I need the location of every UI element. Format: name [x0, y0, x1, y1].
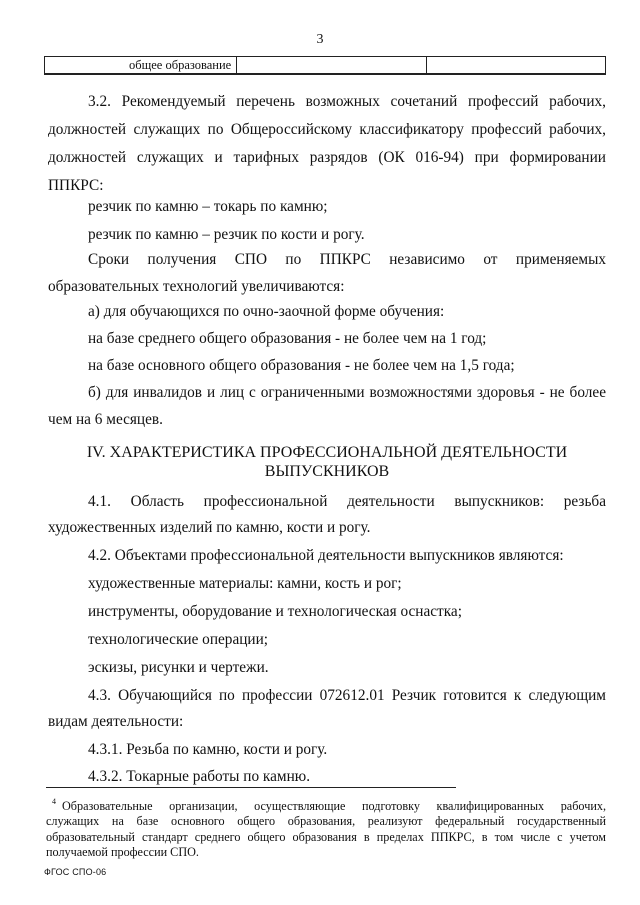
- combination-item-2: резчик по камню – резчик по кости и рогу.: [88, 226, 365, 243]
- activity-item-2: 4.3.2. Токарные работы по камню.: [88, 768, 311, 785]
- table-divider-1: [236, 56, 237, 74]
- para-3-2-line-3: должностей служащих и тарифных разрядов (ОК 016-94) при формировании: [48, 149, 606, 166]
- terms-item-basic: на базе основного общего образования - не более чем на 1,5 года;: [88, 357, 515, 374]
- footnote-marker: 4: [52, 797, 56, 806]
- para-4-1-line-2: художественных изделий по камню, кости и рогу.: [48, 519, 371, 536]
- activity-item-1: 4.3.1. Резьба по камню, кости и рогу.: [88, 741, 328, 758]
- object-item-1: художественные материалы: камни, кость и рог;: [88, 575, 402, 592]
- footnote-line-1: [46, 795, 606, 814]
- page-number: 3: [316, 32, 324, 47]
- para-4-3-line-2: видам деятельности:: [48, 713, 184, 730]
- terms-line-2: образовательных технологий увеличиваются:: [48, 278, 345, 295]
- object-item-2: инструменты, оборудование и технологическая оснастка;: [88, 603, 462, 620]
- terms-line-1: Сроки получения СПО по ППКРС независимо от применяемых: [88, 251, 606, 268]
- terms-item-b-cont: чем на 6 месяцев.: [48, 411, 163, 428]
- para-3-2-line-2: должностей служащих по Общероссийскому классификатору профессий рабочих,: [48, 121, 606, 138]
- terms-item-a: а) для обучающихся по очно-заочной форме обучения:: [88, 303, 445, 320]
- top-table: [44, 56, 606, 75]
- para-3-2-line-4: ППКРС:: [48, 177, 104, 194]
- section-iv-heading: [48, 443, 606, 481]
- footnote-text-1: Образовательные организации, осуществляющие подготовку квалифицированных рабочих,: [62, 799, 606, 814]
- footnote-line-4: получаемой профессии СПО.: [46, 845, 199, 860]
- table-cell-text: общее образование: [129, 58, 232, 72]
- para-3-2-line-1: 3.2. Рекомендуемый перечень возможных сочетаний профессий рабочих,: [88, 93, 606, 110]
- table-divider-2: [426, 56, 427, 74]
- table-right-border: [605, 56, 606, 74]
- footnote-separator: [46, 787, 456, 788]
- object-item-4: эскизы, рисунки и чертежи.: [88, 659, 269, 676]
- object-item-3: технологические операции;: [88, 631, 269, 648]
- document-code: ФГОС СПО-06: [44, 867, 107, 877]
- para-4-3-line-1: 4.3. Обучающийся по профессии 072612.01 Резчик готовится к следующим: [88, 687, 606, 704]
- table-left-border: [44, 56, 45, 74]
- section-iv-heading-line-2: ВЫПУСКНИКОВ: [264, 463, 390, 480]
- section-iv-heading-line-1: IV. ХАРАКТЕРИСТИКА ПРОФЕССИОНАЛЬНОЙ ДЕЯТЕЛЬНОСТИ: [86, 444, 568, 461]
- combination-item-1: резчик по камню – токарь по камню;: [88, 198, 328, 215]
- footnote-line-3: образовательный стандарт среднего общего образования в пределах ППКРС, в том числе с учетом: [46, 829, 606, 844]
- para-4-2: 4.2. Объектами профессиональной деятельности выпускников являются:: [88, 547, 564, 564]
- para-4-1-line-1: 4.1. Область профессиональной деятельности выпускников: резьба: [88, 493, 606, 510]
- terms-item-b: б) для инвалидов и лиц с ограниченными возможностями здоровья - не более: [88, 384, 606, 401]
- terms-item-secondary: на базе среднего общего образования - не более чем на 1 год;: [88, 330, 487, 347]
- footnote: [46, 795, 606, 861]
- footnote-line-2: служащих на базе основного общего образования, реализуют федеральный государственный: [46, 814, 606, 829]
